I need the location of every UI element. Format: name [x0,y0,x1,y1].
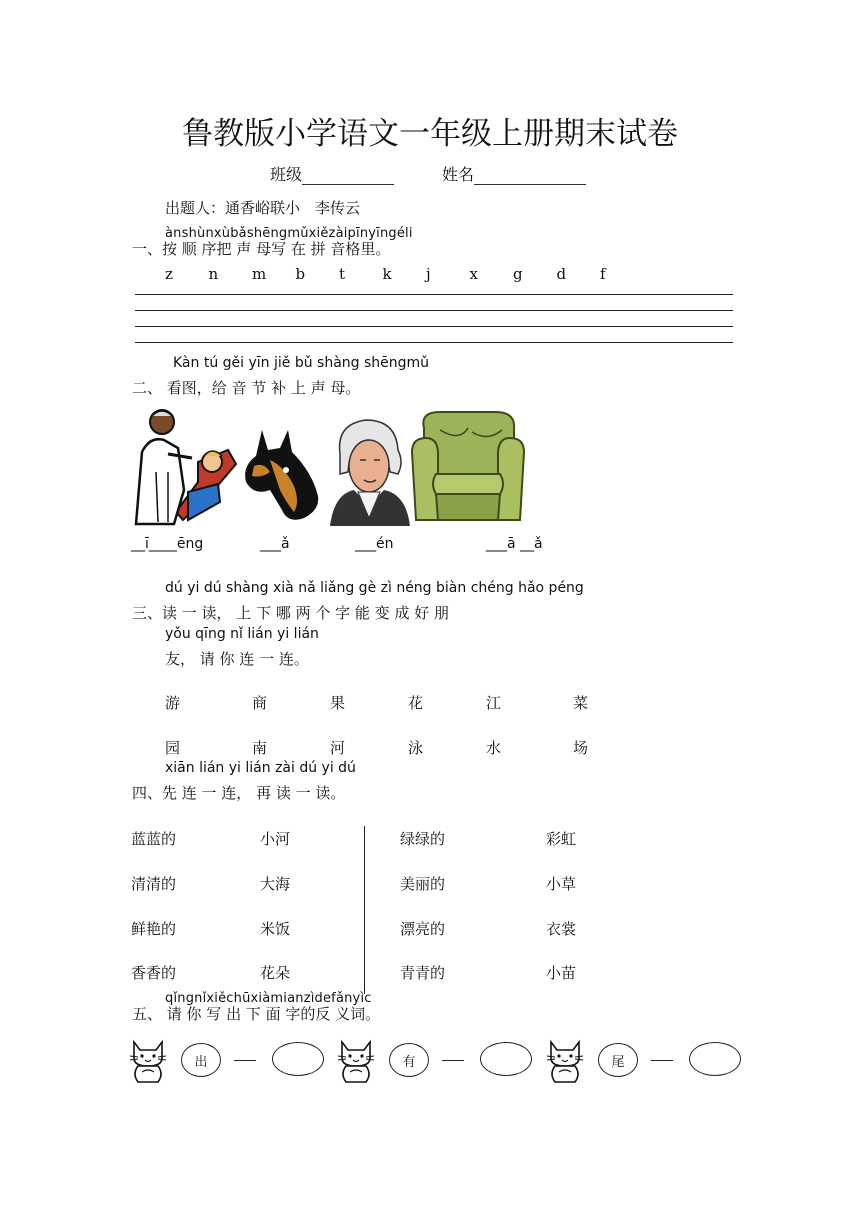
initial-z: z [165,265,173,283]
character-bottom-0[interactable]: 园 [165,739,181,757]
character-bottom-2[interactable]: 河 [330,739,346,757]
section4-pinyin: xiān lián yi lián zài dú yi dú [165,760,356,776]
dash-0 [234,1060,256,1061]
match-right-a-1[interactable]: 美丽的 [400,875,446,893]
character-top-4[interactable]: 江 [486,694,502,712]
author-line: 出题人：通香峪联小 李传云 [165,199,361,217]
initial-m: m [252,265,267,283]
cat-icon [336,1038,376,1084]
initial-n: n [208,265,219,283]
section5-pinyin: qǐngnǐxiěchūxiàmianzìdefǎnyìc [165,991,372,1006]
class-field [270,162,394,185]
character-bottom-4[interactable]: 水 [486,739,502,757]
character-bottom-1[interactable]: 南 [252,739,268,757]
dash-1 [442,1060,464,1061]
name-field [442,162,586,185]
match-left-b-2[interactable]: 米饭 [260,920,291,938]
section3-pinyin-2: yǒu qīng nǐ lián yi lián [165,626,319,642]
antonym-answer-circle-0[interactable] [272,1042,324,1076]
initial-t: t [339,265,346,283]
pinyin-line-4 [135,342,733,343]
match-left-a-1[interactable]: 清清的 [131,875,177,893]
antonym-answer-circle-2[interactable] [689,1042,741,1076]
match-right-a-0[interactable]: 绿绿的 [400,830,446,848]
class-blank[interactable] [302,184,394,185]
page-title: 鲁教版小学语文一年级上册期末试卷 [182,116,678,152]
match-right-b-1[interactable]: 小草 [546,875,577,893]
initial-j: j [426,265,431,283]
match-right-b-2[interactable]: 衣裳 [546,920,577,938]
match-left-b-3[interactable]: 花朵 [260,964,291,982]
answer-blank-3[interactable]: ___én [355,536,394,552]
section3-heading-1: 三、读 一 读， 上 下 哪 两 个 字 能 变 成 好 朋 [132,604,449,622]
horse-head-image [240,426,322,526]
match-right-a-2[interactable]: 漂亮的 [400,920,446,938]
cat-icon [128,1038,168,1084]
match-left-b-0[interactable]: 小河 [260,830,291,848]
initial-g: g [513,265,523,283]
match-left-b-1[interactable]: 大海 [260,875,291,893]
character-bottom-3[interactable]: 泳 [408,739,424,757]
sofa-image [410,408,526,528]
doctor-patient-image [128,402,240,526]
initial-f: f [600,265,606,283]
divider-line [364,826,365,994]
character-top-5[interactable]: 菜 [573,694,589,712]
character-top-2[interactable]: 果 [330,694,346,712]
section1-pinyin: ànshùnxùbǎshēngmǔxiězàipīnyīngéli [165,226,413,241]
match-left-a-3[interactable]: 香香的 [131,964,177,982]
match-left-a-2[interactable]: 鲜艳的 [131,920,177,938]
match-left-a-0[interactable]: 蓝蓝的 [131,830,177,848]
antonym-answer-circle-1[interactable] [480,1042,532,1076]
class-label: 班级 [270,165,303,184]
section5-heading: 五、 请 你 写 出 下 面 字的反 义词。 [132,1005,381,1023]
name-blank[interactable] [474,184,586,185]
initial-d: d [556,265,567,283]
answer-blank-1[interactable]: __ī____ēng [131,536,204,552]
initial-x: x [469,265,478,283]
name-label: 姓名 [442,165,475,184]
section2-pinyin: Kàn tú gěi yīn jiě bǔ shàng shēngmǔ [173,355,430,371]
pinyin-line-1 [135,294,733,295]
character-bottom-5[interactable]: 场 [573,739,589,757]
word-circle-1: 有 [389,1043,429,1077]
section2-heading: 二、 看图，给 音 节 补 上 声 母。 [132,379,361,397]
section3-heading-2: 友， 请 你 连 一 连。 [165,650,309,668]
dash-2 [651,1060,673,1061]
answer-blank-2[interactable]: ___ǎ [260,536,290,552]
initial-k: k [382,265,392,283]
initial-b: b [295,265,306,283]
match-right-a-3[interactable]: 青青的 [400,964,446,982]
character-top-1[interactable]: 商 [252,694,268,712]
washington-portrait-image [326,414,412,526]
word-circle-2: 尾 [598,1043,638,1077]
section1-heading: 一、按 顺 序把 声 母写 在 拼 音格里。 [132,240,391,258]
section3-pinyin-1: dú yi dú shàng xià nǎ liǎng gè zì néng biàn chéng hǎo péng [165,580,584,596]
pinyin-line-2 [135,310,733,311]
character-top-0[interactable]: 游 [165,694,181,712]
match-right-b-3[interactable]: 小苗 [546,964,577,982]
pinyin-line-3 [135,326,733,327]
match-right-b-0[interactable]: 彩虹 [546,830,577,848]
cat-icon [545,1038,585,1084]
word-circle-0: 出 [181,1043,221,1077]
character-top-3[interactable]: 花 [408,694,424,712]
section4-heading: 四、先 连 一 连， 再 读 一 读。 [132,784,346,802]
answer-blank-4[interactable]: ___ā __ǎ [486,536,543,552]
